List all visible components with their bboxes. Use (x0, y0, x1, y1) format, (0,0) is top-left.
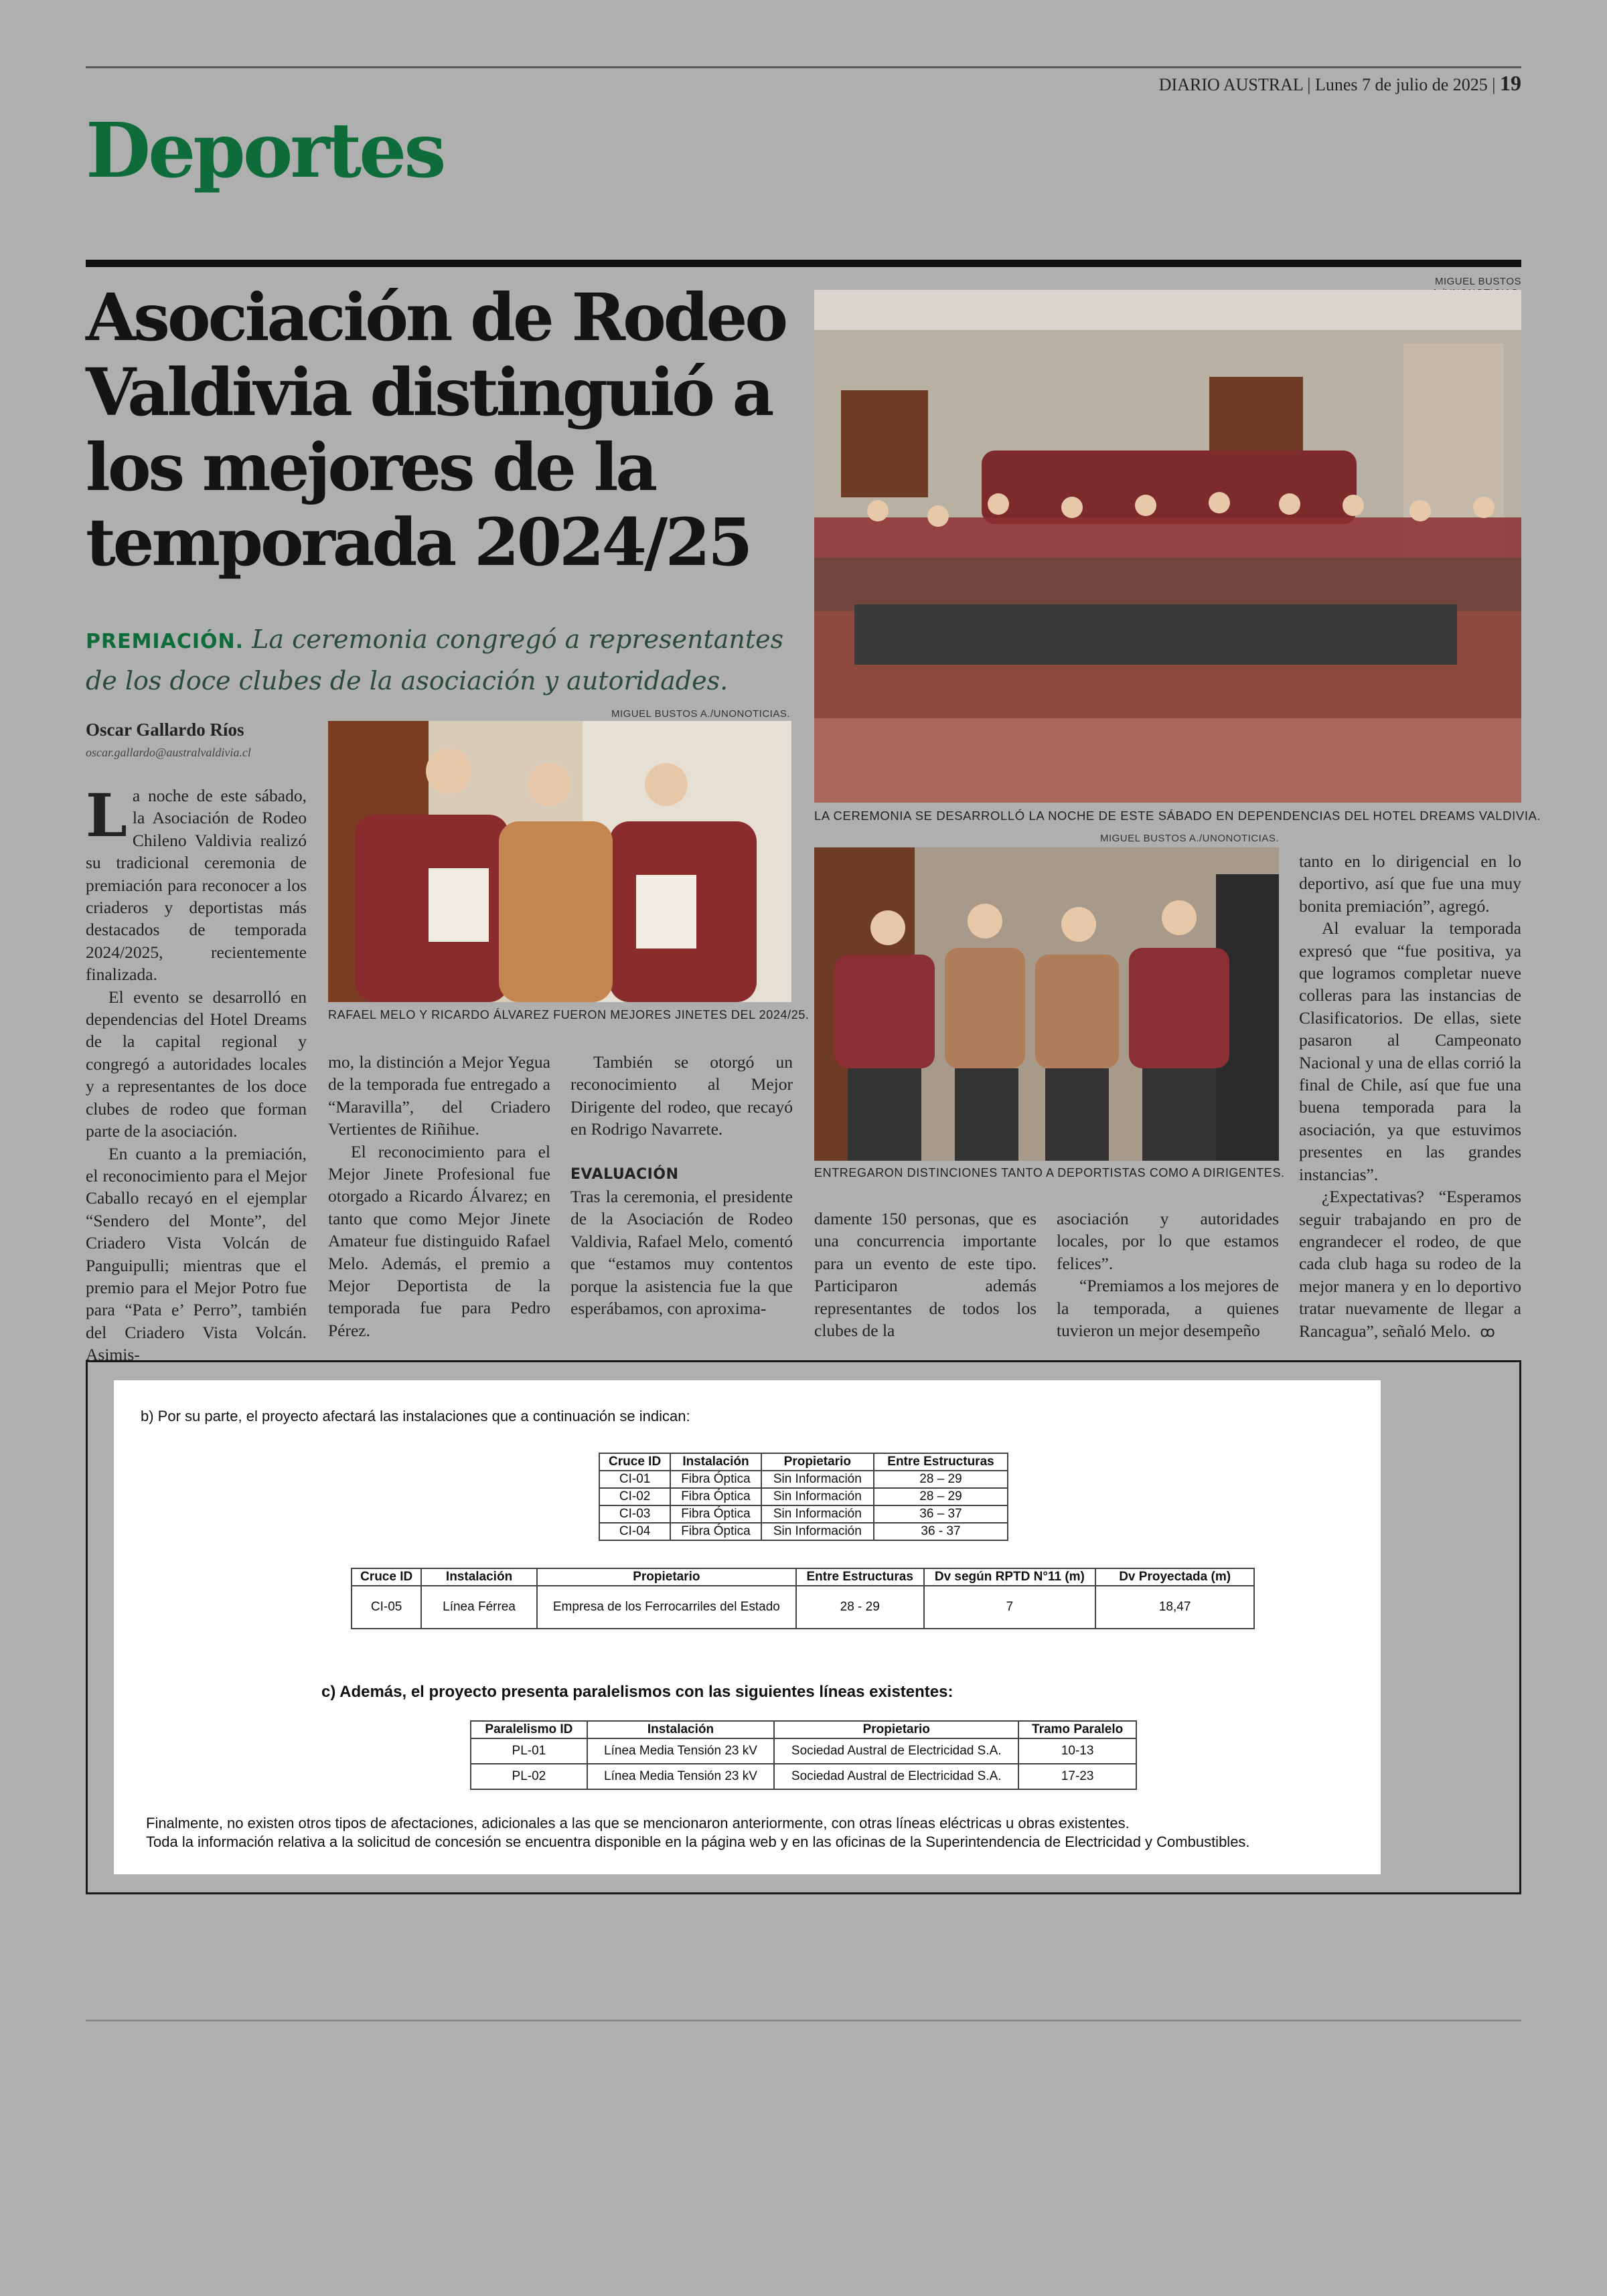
bottom-rule (86, 2020, 1521, 2022)
table1-header: Instalación (670, 1453, 761, 1471)
crossings-table (599, 1453, 1008, 1541)
column-3-paragraph-1: También se otorgó un reconocimiento al Mejor Dirigente del rodeo, que recayó en Rodrigo Navarrete. (570, 1052, 793, 1139)
author-name: Oscar Gallardo Ríos (86, 720, 244, 740)
lead-text: La ceremonia congregó a representantes de los doce clubes de la asociación y autoridades. (86, 625, 784, 695)
article-column-6 (1299, 850, 1521, 1343)
column-6-paragraph-3: ¿Expectativas? “Esperamos seguir trabajando en pro de engrandecer el rodeo, de que cada club haga su rodeo de la mejor manera y en lo deportivo tratar nuevamente de llegar a Rancagua”, señaló Melo. ꝏ (1299, 1187, 1521, 1341)
column-3-paragraph-2: Tras la ceremonia, el presidente de la Asociación de Rodeo Valdivia, Rafael Melo, comentó que “estamos muy contentos porque la asistencia fue la que esperábamos, con aproxima- (570, 1187, 793, 1319)
column-2-paragraph-2: El reconocimiento para el Mejor Jinete Profesional fue otorgado a Ricardo Álvarez; en tanto que como Mejor Jinete Amateur fue distinguido Rafael Melo. Además, el premio a Mejor Deportista de la temporada fue para Pedro Pérez. (328, 1141, 550, 1340)
article-column-5 (1057, 1208, 1279, 1341)
column-4-paragraph-1: damente 150 personas, que es una concurrencia importante para un evento de este tipo. Participaron además representantes de todos los clubes de la (814, 1209, 1037, 1341)
folio-date: Lunes 7 de julio de 2025 (1314, 75, 1488, 94)
author-email: oscar.gallardo@australvaldivia.cl (86, 746, 251, 759)
article-column-3 (570, 1051, 793, 1319)
table-row: CI-05 Línea Férrea Empresa de los Ferrocarriles del Estado 28 - 29 7 18,47 (352, 1586, 1254, 1629)
table1-header: Cruce ID (599, 1453, 670, 1471)
section-rule (86, 260, 1521, 267)
second-photo-caption: ENTREGARON DISTINCIONES TANTO A DEPORTISTAS COMO A DIRIGENTES. (814, 1166, 1285, 1179)
table-row: CI-02 Fibra Óptica Sin Información 28 – 29 (599, 1488, 1008, 1505)
group-photo-illustration (814, 290, 1521, 803)
small-photo (328, 721, 791, 1002)
folio-paper: DIARIO AUSTRAL (1158, 75, 1303, 94)
table-row: CI-04 Fibra Óptica Sin Información 36 - 37 (599, 1523, 1008, 1540)
column-5-paragraph-1: asociación y autoridades locales, por lo que estamos felices”. (1057, 1209, 1279, 1273)
table3-header: Paralelismo ID (471, 1721, 587, 1738)
table2-header: Dv Proyectada (m) (1095, 1568, 1254, 1586)
table2-header: Propietario (537, 1568, 796, 1586)
article-headline: Asociación de Rodeo Valdivia distinguió a los mejores de la temporada 2024/25 (86, 279, 786, 580)
second-photo (814, 847, 1279, 1161)
main-photo (814, 290, 1521, 803)
notice-footer-1: Finalmente, no existen otros tipos de afectaciones, adicionales a las que se mencionaron anteriormente, con otras líneas eléctricas u obras existentes. (146, 1815, 1130, 1831)
table-row: PL-02 Línea Media Tensión 23 kV Sociedad Austral de Electricidad S.A. 17-23 (471, 1764, 1136, 1789)
column-6-paragraph-1: tanto en lo dirigencial en lo deportivo, así que fue una muy bonita premiación”, agregó. (1299, 851, 1521, 916)
table2-header: Cruce ID (352, 1568, 421, 1586)
parallelism-table (470, 1720, 1137, 1790)
small-photo-credit: MIGUEL BUSTOS A./UNONOTICIAS. (611, 708, 790, 720)
table-row: PL-01 Línea Media Tensión 23 kV Sociedad Austral de Electricidad S.A. 10-13 (471, 1738, 1136, 1764)
top-rule (86, 66, 1521, 68)
article-column-4 (814, 1208, 1037, 1341)
jinetes-photo-illustration (328, 721, 791, 1002)
column-1-paragraph-3: En cuanto a la premiación, el reconocimiento para el Mejor Caballo recayó en el ejemplar “Sendero del Monte”, del Criadero Vista Volcán de Panguipulli; mientras que el premio para el Mejor Potro fue para “Pata e’ Perro”, también del Criadero Vista Volcán. Asimis- (86, 1143, 307, 1365)
notice-intro-b: b) Por su parte, el proyecto afectará las instalaciones que a continuación se indican: (141, 1408, 690, 1424)
second-photo-credit: MIGUEL BUSTOS A./UNONOTICIAS. (1099, 833, 1279, 844)
table-row: CI-01 Fibra Óptica Sin Información 28 – 29 (599, 1471, 1008, 1488)
small-photo-caption: RAFAEL MELO Y RICARDO ÁLVAREZ FUERON MEJORES JINETES DEL 2024/25. (328, 1008, 810, 1021)
drop-cap: L (86, 781, 127, 850)
column-6-paragraph-2: Al evaluar la temporada expresó que “fue positiva, ya que logramos completar nueve colleras para las instancias de Clasificatorios. De ellas, siete pasaron al Campeonato Nacional y una de ellas corrió la final de Chile, así que fue una buena temporada para la asociación, ya que estuvimos presentes en las grandes instancias”. (1299, 918, 1521, 1184)
table2-header: Dv según RPTD N°11 (m) (924, 1568, 1096, 1586)
column-1-paragraph-1: La noche de este sábado, la Asociación de Rodeo Chileno Valdivia realizó su tradicional ceremonia de premiación para reconocer a los criaderos y deportistas más destacados de temporada 2024/2025, recientemente finalizada. (86, 781, 307, 985)
main-photo-credit: MIGUEL BUSTOS (1434, 276, 1521, 287)
folio-page: 19 (1500, 71, 1521, 95)
lead-kicker: PREMIACIÓN. (86, 630, 244, 653)
notice-footer-2: Toda la información relativa a la solicitud de concesión se encuentra disponible en la página web y en las oficinas de la Superintendencia de Electricidad y Combustibles. (146, 1833, 1250, 1850)
table3-header: Tramo Paralelo (1018, 1721, 1136, 1738)
table2-header: Instalación (421, 1568, 537, 1586)
notice-intro-c: c) Además, el proyecto presenta paralelismos con las siguientes líneas existentes: (321, 1683, 953, 1701)
article-column-2 (328, 1051, 550, 1341)
table1-header: Propietario (761, 1453, 874, 1471)
article-column-1 (86, 781, 307, 1366)
table1-header: Entre Estructuras (874, 1453, 1008, 1471)
column-1-paragraph-2: El evento se desarrolló en dependencias del Hotel Dreams de la capital regional y congregó a autoridades locales y a representantes de los doce clubes de rodeo que forman parte de la asociación. (86, 987, 307, 1141)
column-2-paragraph-1: mo, la distinción a Mejor Yegua de la temporada fue entregado a “Maravilla”, del Criadero Vertientes de Riñihue. (328, 1052, 550, 1139)
column-5-paragraph-2: “Premiamos a los mejores de la temporada, a quienes tuvieron un mejor desempeño (1057, 1276, 1279, 1341)
concession-notice (114, 1380, 1381, 1874)
end-mark-icon: ꝏ (1480, 1323, 1495, 1341)
railway-crossing-table (351, 1568, 1255, 1629)
table3-header: Propietario (774, 1721, 1018, 1738)
table2-header: Entre Estructuras (796, 1568, 924, 1586)
page-folio: DIARIO AUSTRAL | Lunes 7 de julio de 2025 | 19 (1158, 71, 1521, 95)
column-3-subhead: EVALUACIÓN (570, 1165, 679, 1183)
awardees-photo-illustration (814, 847, 1279, 1161)
table-row: CI-03 Fibra Óptica Sin Información 36 – 37 (599, 1505, 1008, 1523)
section-title: Deportes (86, 107, 444, 195)
main-photo-caption: LA CEREMONIA SE DESARROLLÓ LA NOCHE DE ESTE SÁBADO EN DEPENDENCIAS DEL HOTEL DREAMS VALDIVIA. (814, 809, 1541, 823)
article-lead (86, 620, 809, 700)
table3-header: Instalación (587, 1721, 774, 1738)
